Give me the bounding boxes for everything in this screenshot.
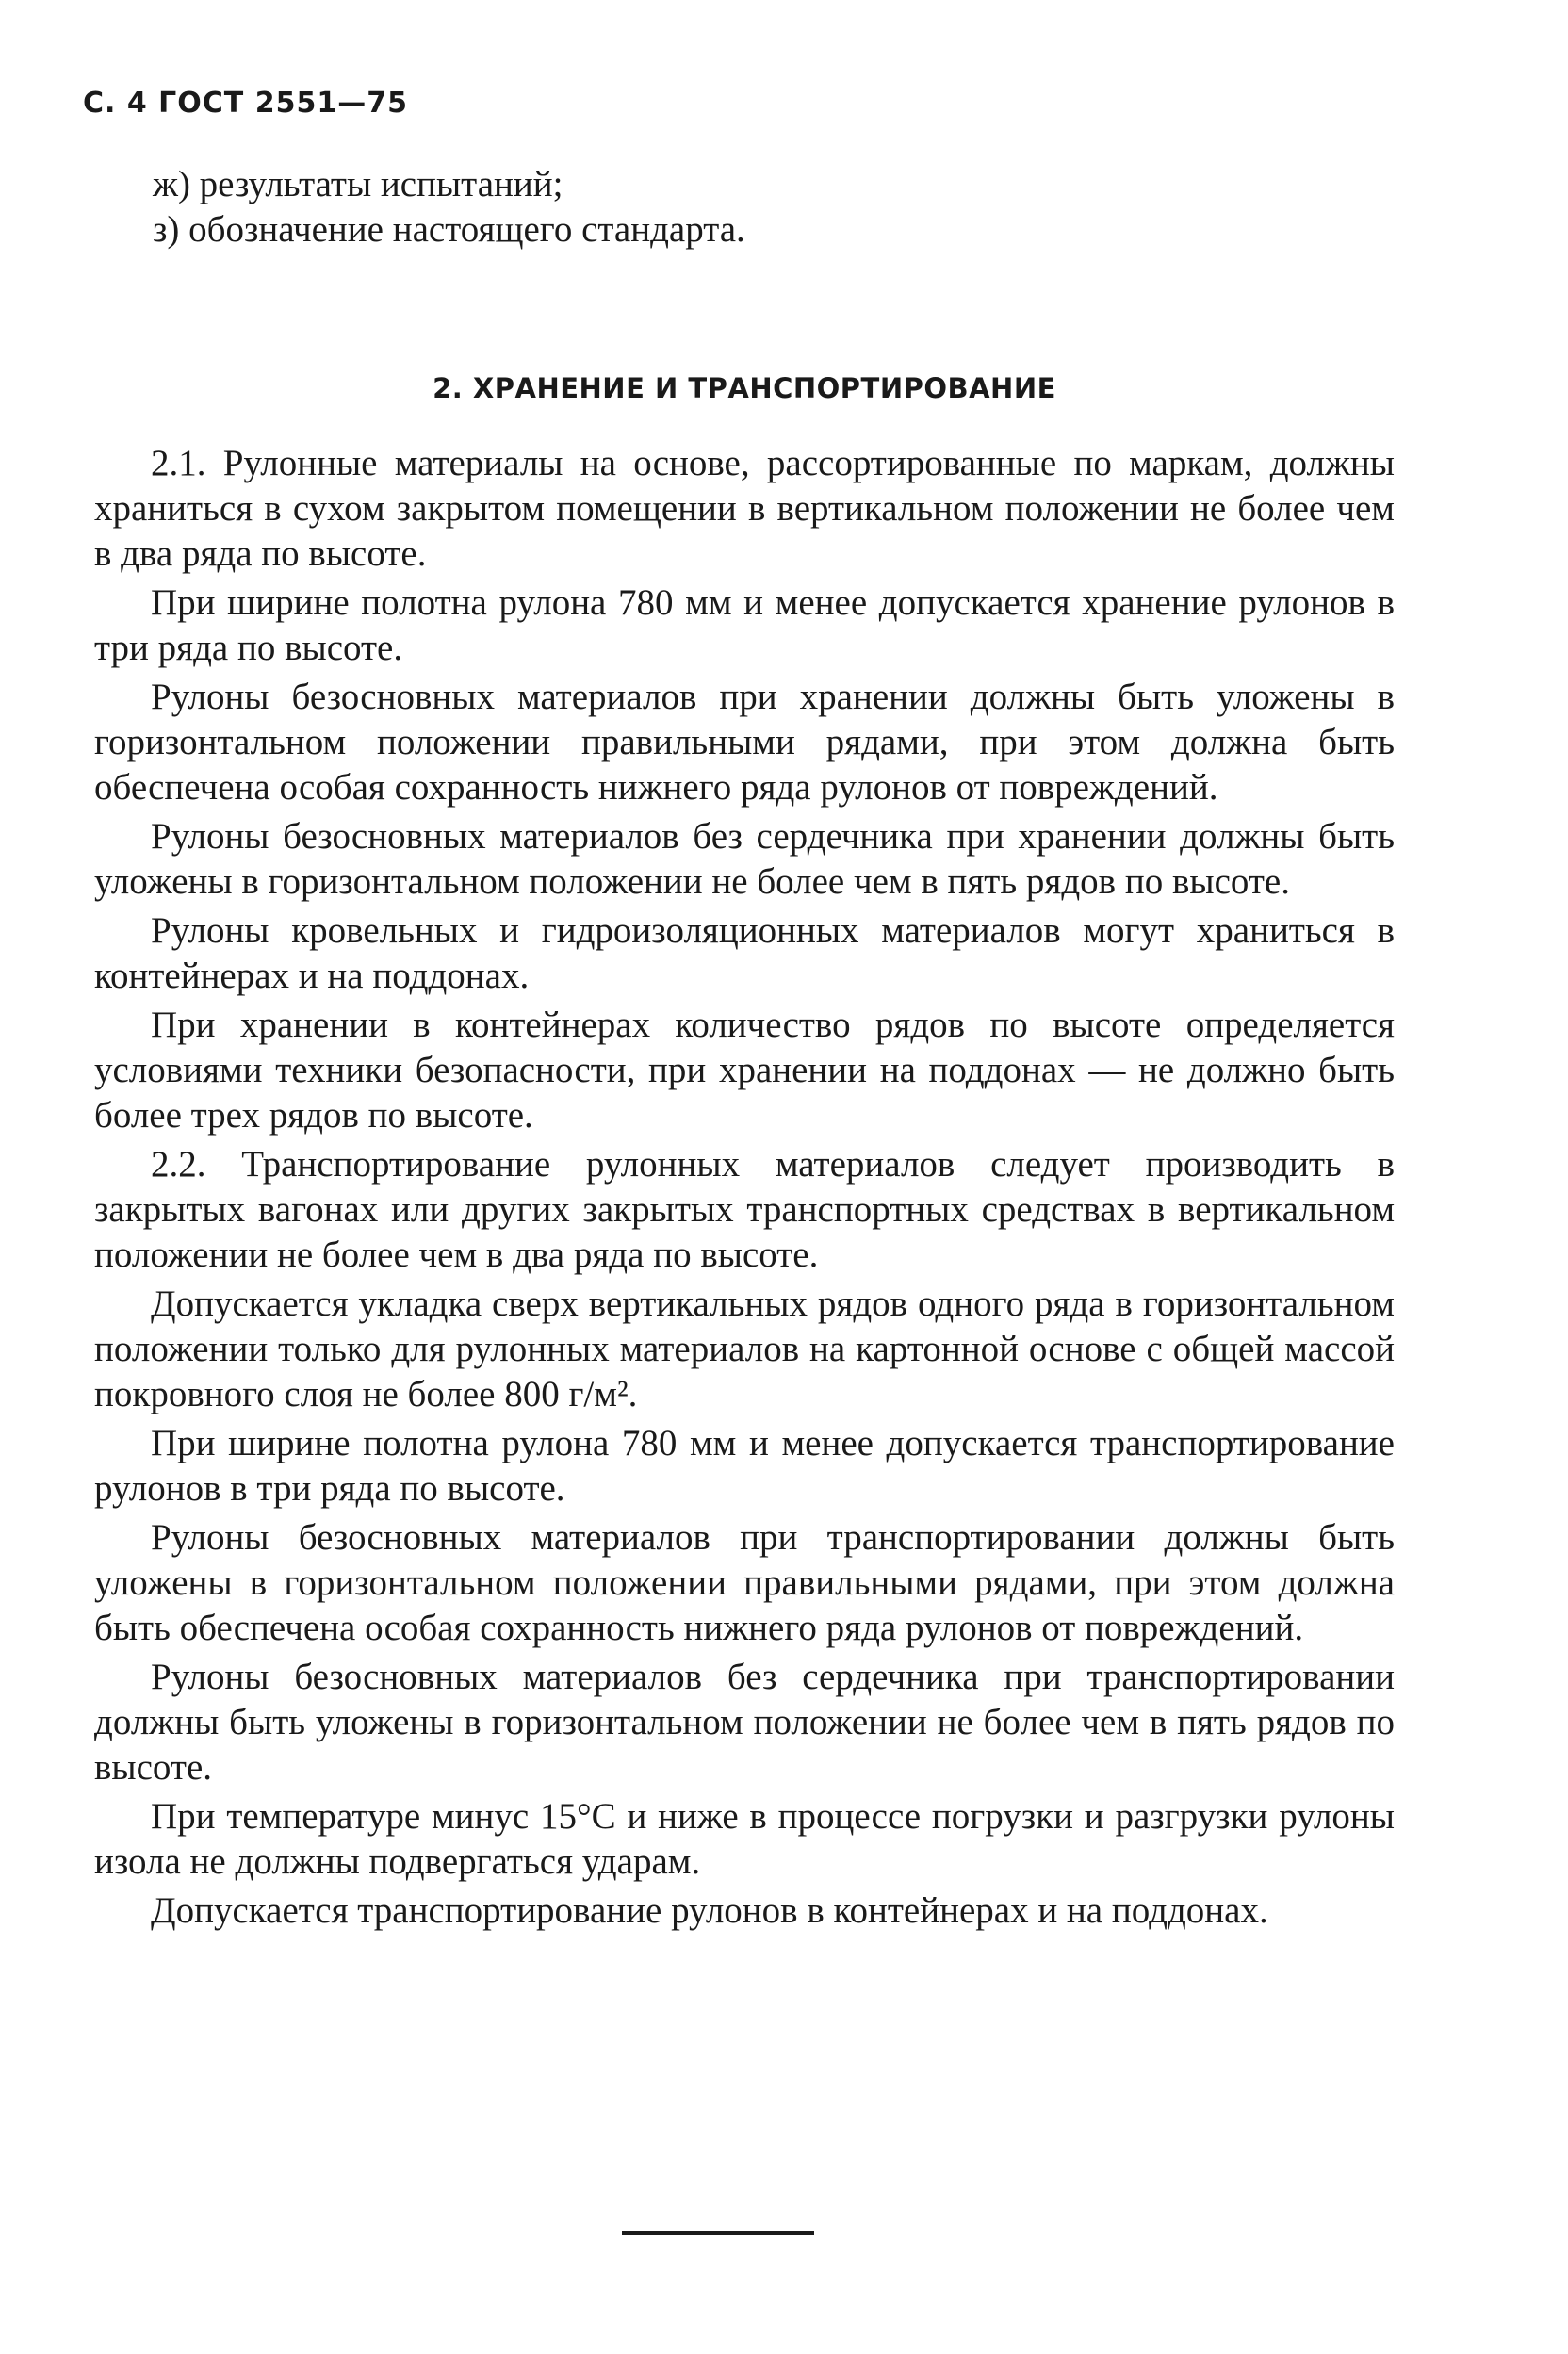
list-item: ж) результаты испытаний; xyxy=(153,164,564,204)
paragraph: При ширине полотна рулона 780 мм и менее допускается транспортирование рулонов в три ряда по высоте. xyxy=(94,1423,1395,1509)
paragraph: При хранении в контейнерах количество рядов по высоте определяется условиями техники безопасности, при хранении на поддонах — не должно быть более трех рядов по высоте. xyxy=(94,1005,1395,1136)
paragraph: Допускается укладка сверх вертикальных рядов одного ряда в горизонтальном положении только для рулонных материалов на картонной основе с общей массой покровного слоя не более 800 г/м². xyxy=(94,1283,1395,1414)
paragraph: При температуре минус 15°С и ниже в процессе погрузки и разгрузки рулоны изола не должны подвергаться ударам. xyxy=(94,1796,1395,1882)
list-item: з) обозначение настоящего стандарта. xyxy=(153,209,745,250)
paragraph: Рулоны безосновных материалов без сердечника при хранении должны быть уложены в горизонтальном положении не более чем в пять рядов по высоте. xyxy=(94,816,1395,902)
page-content xyxy=(94,162,1395,1934)
paragraph: Рулоны безосновных материалов без сердечника при транспортировании должны быть уложены в горизонтальном положении не более чем в пять рядов по высоте. xyxy=(94,1657,1395,1788)
clause-2-2-paragraph: 2.2. Транспортирование рулонных материалов следует производить в закрытых вагонах или других закрытых транспортных средствах в вертикальном положении не более чем в два ряда по высоте. xyxy=(94,1144,1395,1275)
end-divider xyxy=(622,2231,814,2235)
clause-2-1-paragraph: 2.1. Рулонные материалы на основе, рассортированные по маркам, должны храниться в сухом закрытом помещении в вертикальном положении не более чем в два ряда по высоте. xyxy=(94,443,1395,574)
paragraph: Рулоны кровельных и гидроизоляционных материалов могут храниться в контейнерах и на поддонах. xyxy=(94,910,1395,996)
running-header: С. 4 ГОСТ 2551—75 xyxy=(83,87,408,120)
paragraph: Рулоны безосновных материалов при транспортировании должны быть уложены в горизонтальном положении правильными рядами, при этом должна быть обеспечена особая сохранность нижнего ряда рулонов от повреждений. xyxy=(94,1517,1395,1648)
paragraph: Рулоны безосновных материалов при хранении должны быть уложены в горизонтальном положении правильными рядами, при этом должна быть обеспечена особая сохранность нижнего ряда рулонов от повреждений. xyxy=(94,677,1395,808)
paragraph: При ширине полотна рулона 780 мм и менее допускается хранение рулонов в три ряда по высоте. xyxy=(94,582,1395,668)
paragraph: Допускается транспортирование рулонов в контейнерах и на поддонах. xyxy=(151,1890,1268,1931)
section-title: 2. ХРАНЕНИЕ И ТРАНСПОРТИРОВАНИЕ xyxy=(433,372,1056,404)
